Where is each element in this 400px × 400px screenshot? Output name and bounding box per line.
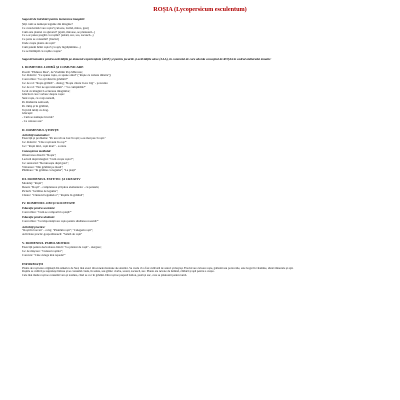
section-line: Cântec: "Cântecul legumelor"; "Roșiile în grădină"; <box>22 193 85 197</box>
section-line: Convorbire: "Ce ați văzut în grădină?" <box>22 78 69 82</box>
info-paragraph: Cele mai multe roșii se consumă vara și toamna, când se coc în grădini. Din roșii se prepară bulion, pastă și suc, care se păstrează pentru iarnă. <box>22 273 187 278</box>
subsection-line: Convorbire: "Ce importanță are roșia pentru sănătatea noastră?" <box>22 220 99 224</box>
subsection-line: Observarea directă: "Roșia"; <box>22 154 57 158</box>
question-line: Cum putem hrăni roșia? (cu apă, îngrășăminte...) <box>22 45 81 49</box>
document-title: ROȘIA (Lycopersicum esculentum) <box>153 6 247 13</box>
subsection-line: Exerciții și probleme: "Pe un raft au fost 9 roșii; s-au mai pus 3 roșii." <box>22 137 106 141</box>
section-line: - Cum se numește fructul? <box>22 116 54 120</box>
spacer <box>22 53 378 55</box>
section-line: - Ce culoare are? <box>22 119 43 123</box>
activities-intro: Sugestii tematice pentru activitățile pe domenii experiențiale (ADE) și pentru jocurile și activitățile alese (ALA), în contextul de care aborda conceptul de ROȘIA în cadrul atelierului tematic: <box>22 57 272 62</box>
section-heading: IV. DOMENIUL OM ȘI SOCIETATE <box>22 201 76 206</box>
section-line: Desen: "Roșii" - completarea și lipirea elementelor - cu pensula; <box>22 186 100 190</box>
questions-heading: Sugestii de întrebări pentru lecturarea imaginii: <box>22 17 86 21</box>
section-line: Ghicești: <box>22 112 33 116</box>
question-line: Ce se întâmplă cu roșiile coapte? <box>22 49 62 53</box>
section-line: Exerciții pentru dezvoltarea fizică: "La plantat de roșii" - alergare; <box>22 246 102 250</box>
question-line: Unde crește planta de roșii? <box>22 41 56 45</box>
section-line: Joc de rol: "Roșia grăbită" - dialog; "Roșia căreia îi era frig" - povestire <box>22 81 108 85</box>
subsection-label: Educație pentru sănătate: <box>22 215 56 220</box>
section-heading: I. DOMENIUL LIMBĂ ȘI COMUNICARE <box>22 65 84 70</box>
subsection-line: Plimbare: "În grădina cu legume"; "La piață" <box>22 169 77 173</box>
section-line: Toți mă iubiți cu drag. <box>22 108 49 112</box>
info-paragraph: Planta de roșii este originară din America de Sud, mai exact din zonele montane ale Anzilor. Se crede că a fost cultivată de azteci și mayași. Fructul are culoare roșie, galbenă sau portocalie, este bogat în vitamine, săruri minerale și apă. <box>22 265 294 270</box>
question-line: Ce s-ar putea pregăti cu roșiile? (salată, suc, sos, zacuscă...) <box>22 34 94 38</box>
questions-list <box>22 23 378 53</box>
section-heading: V. DOMENIUL PSIHO-MOTRIC <box>22 241 71 246</box>
section-line: Sunt roșie, cu coaja netedă, <box>22 97 55 101</box>
section-line: Modelaj: "Roșii"; <box>22 182 44 186</box>
question-line: Ce parte se consumă? (fructul) <box>22 38 59 42</box>
subsection-line: Convorbire: "Cum se comportă la piață?" <box>22 211 72 215</box>
sections <box>22 65 378 257</box>
section-line: Poezii: "Pădurea Mea", de Vladimir Pop Mărcean; <box>22 70 83 74</box>
subsection-label: Cunoașterea mediului: <box>22 149 52 154</box>
section-line: Joc didactic: "Ce spune roșia, ce spune omul" ("Roșie cu tomate dăruite"); <box>22 74 112 78</box>
section-line: Ghicitori care vorbesc despre roșie: <box>22 93 65 97</box>
section-line: Concurs: "Cine culege mai repede?" <box>22 253 66 257</box>
subsection-line: "Roșii în borcan" - colaj; "Plantăm roșii"; "Culegem roșii"; <box>22 229 93 233</box>
question-line: Ce caracteristici are roșia? (culoare, formă, miros, gust) <box>22 26 89 30</box>
subsection-line: Joc: "Roșii mici, roșii mari" - sortare <box>22 144 67 148</box>
subsection-line: Joc didactic: "Câte roșii sunt în coș?" <box>22 141 67 145</box>
section-line: Pe dinăuntru zemoasă, <box>22 100 50 104</box>
section-line: Jocul cu imagini: Lecturarea imaginilor; <box>22 89 71 93</box>
info-heading: INFORMAȚII <box>22 261 43 266</box>
subsection-label: Educație pentru societate: <box>22 206 56 211</box>
section-heading: III. DOMENIUL ESTETIC ȘI CREATIV <box>22 177 81 182</box>
section-line: Pe câmp și în grădină, <box>22 104 49 108</box>
section-line: Joc de rol: "Noi ne aprovizionăm" / "Ce cumpărăm?" <box>22 85 86 89</box>
subsection-label: Activități practice: <box>22 224 46 229</box>
section-line: Pictură: "Grădina de legume"; <box>22 189 59 193</box>
section-heading: II. DOMENIUL ȘTIINȚE <box>22 127 59 132</box>
subsection-line: Joc senzorial: "Recunoaște după gust"; <box>22 161 69 165</box>
subsection-label: Activități matematice: <box>22 132 50 137</box>
question-line: Știți cum se numește legume din imagine? <box>22 23 73 26</box>
subsection-line: Lectură după imagini: "Cum crește roșia?"; <box>22 157 75 161</box>
subsection-line: Activitate practic-gospodărească: "Salată de roșii" <box>22 233 83 237</box>
question-line: Cum este plantei cu ajutorul? (ajută, miroase, se plantează...) <box>22 30 96 34</box>
info-paragraphs <box>22 267 378 278</box>
subsection-line: Vizionare: "Din grădină pe masă"; <box>22 165 64 169</box>
info-paragraph: Roșiile se cultivă pe suprafețe întinse și se consumă crude, în salate, sau gătite: ciorbe, sosuri, zacuscă, suc. Planta are nevoie de lumină, căldură și apă pentru a crește. <box>22 269 215 274</box>
section-line: Joc de mișcare: "Culesul roșiilor"; <box>22 250 64 254</box>
